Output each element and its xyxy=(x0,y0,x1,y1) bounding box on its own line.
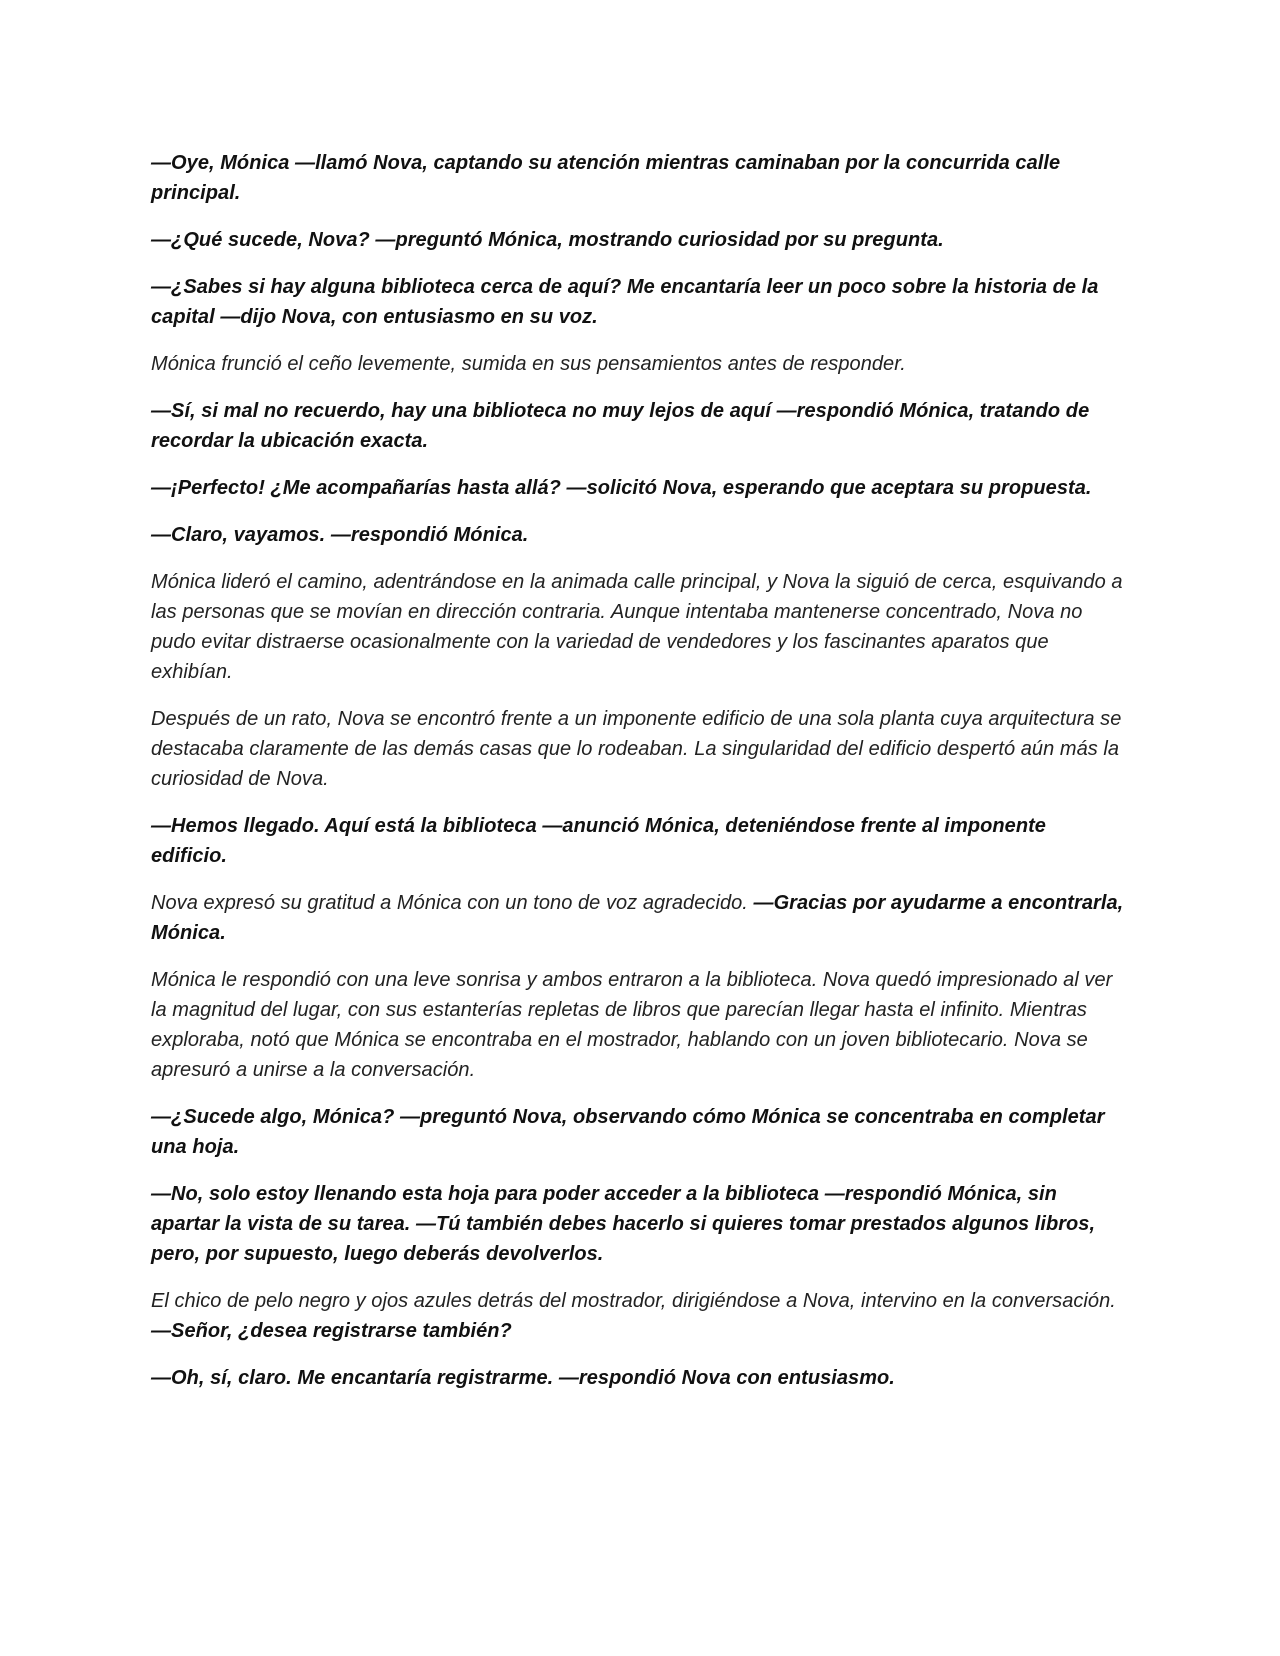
paragraph: —Claro, vayamos. —respondió Mónica. xyxy=(151,524,529,546)
paragraph: —Sí, si mal no recuerdo, hay una biblioteca no muy lejos de aquí —respondió Mónica, tratando de recordar la ubicación exacta. xyxy=(151,400,1090,452)
paragraph-segment: —Gracias por ayudarme a encontrarla, Mónica. xyxy=(151,892,1124,944)
paragraph xyxy=(151,888,1126,948)
paragraph: —No, solo estoy llenando esta hoja para poder acceder a la biblioteca —respondió Mónica, sin apartar la vista de su tarea. —Tú también debes hacerlo si quieres tomar prestados algunos libros, pero, por supuesto, luego deberás devolverlos. xyxy=(151,1183,1096,1265)
paragraph: Mónica lideró el camino, adentrándose en la animada calle principal, y Nova la siguió de cerca, esquivando a las personas que se movían en dirección contraria. Aunque intentaba mantenerse concentrado, Nova no pudo evitar distraerse ocasionalmente con la variedad de vendedores y los fascinantes aparatos que exhibían. xyxy=(151,571,1123,683)
paragraph: Después de un rato, Nova se encontró frente a un imponente edificio de una sola planta cuya arquitectura se destacaba claramente de las demás casas que lo rodeaban. La singularidad del edificio despertó aún más la curiosidad de Nova. xyxy=(151,708,1122,790)
paragraph xyxy=(151,1286,1126,1346)
paragraph-segment: El chico de pelo negro y ojos azules detrás del mostrador, dirigiéndose a Nova, intervino en la conversación. xyxy=(151,1290,1116,1312)
paragraph-segment: —Señor, ¿desea registrarse también? xyxy=(151,1320,512,1342)
paragraph: Mónica le respondió con una leve sonrisa y ambos entraron a la biblioteca. Nova quedó impresionado al ver la magnitud del lugar, con sus estanterías repletas de libros que parecían llegar hasta el infinito. Mientras exploraba, notó que Mónica se encontraba en el mostrador, hablando con un joven bibliotecario. Nova se apresuró a unirse a la conversación. xyxy=(151,969,1113,1081)
paragraph: —Hemos llegado. Aquí está la biblioteca —anunció Mónica, deteniéndose frente al imponente edificio. xyxy=(151,815,1046,867)
paragraph: —¿Qué sucede, Nova? —preguntó Mónica, mostrando curiosidad por su pregunta. xyxy=(151,229,944,251)
paragraph-segment: Nova expresó su gratitud a Mónica con un tono de voz agradecido. xyxy=(151,892,754,914)
paragraph: —¿Sabes si hay alguna biblioteca cerca de aquí? Me encantaría leer un poco sobre la historia de la capital —dijo Nova, con entusiasmo en su voz. xyxy=(151,276,1099,328)
paragraph: —Oh, sí, claro. Me encantaría registrarme. —respondió Nova con entusiasmo. xyxy=(151,1367,895,1389)
document-body xyxy=(151,148,1126,1410)
paragraph: —Oye, Mónica —llamó Nova, captando su atención mientras caminaban por la concurrida calle principal. xyxy=(151,152,1061,204)
paragraph: —¿Sucede algo, Mónica? —preguntó Nova, observando cómo Mónica se concentraba en completar una hoja. xyxy=(151,1106,1105,1158)
paragraph: Mónica frunció el ceño levemente, sumida en sus pensamientos antes de responder. xyxy=(151,353,906,375)
paragraph: —¡Perfecto! ¿Me acompañarías hasta allá? —solicitó Nova, esperando que aceptara su propuesta. xyxy=(151,477,1092,499)
